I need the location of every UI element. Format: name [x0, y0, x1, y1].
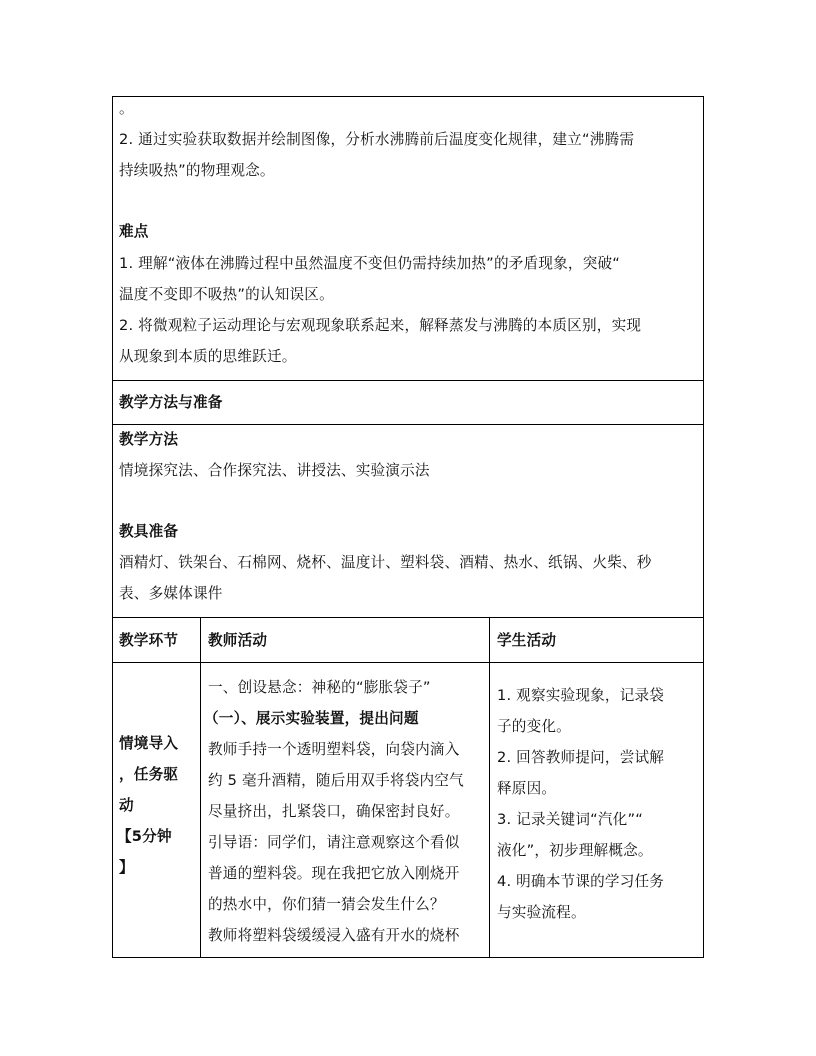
student-activity-line: 与实验流程。	[497, 904, 586, 921]
difficulty-heading: 难点	[119, 223, 149, 240]
student-activity-line: 2. 回答教师提问，尝试解	[497, 749, 665, 766]
header-student-activity: 学生活动	[497, 632, 557, 649]
teacher-activity-line: 普通的塑料袋。现在我把它放入刚烧开	[208, 865, 460, 882]
text-line: 持续吸热”的物理观念。	[119, 162, 275, 179]
teacher-activity-subheading: （一）、展示实验装置，提出问题	[204, 710, 419, 727]
student-activity-line: 3. 记录关键词“汽化”“	[497, 811, 644, 828]
text-line: 2. 通过实验获取数据并绘制图像，分析水沸腾前后温度变化规律，建立“沸腾需	[119, 131, 635, 148]
row-divider-2	[112, 424, 704, 425]
student-activity-line: 液化”，初步理解概念。	[497, 842, 653, 859]
row-divider-1	[112, 380, 704, 381]
text-line: 。	[119, 100, 134, 117]
student-activity-line: 子的变化。	[497, 718, 571, 735]
stage-duration: 】	[119, 859, 134, 876]
header-stage: 教学环节	[119, 632, 179, 649]
stage-text: 动	[119, 797, 134, 814]
methods-heading: 教学方法	[119, 431, 179, 448]
student-activity-line: 4. 明确本节课的学习任务	[497, 873, 665, 890]
text-line: 温度不变即不吸热”的认知误区。	[119, 286, 334, 303]
teacher-activity-line: 教师手持一个透明塑料袋，向袋内滴入	[208, 741, 460, 758]
student-activity-line: 释原因。	[497, 780, 557, 797]
teacher-activity-line: 约 5 毫升酒精，随后用双手将袋内空气	[208, 772, 464, 789]
stage-duration: 【5分钟	[117, 828, 172, 845]
teacher-activity-line: 尽量挤出，扎紧袋口，确保密封良好。	[208, 803, 460, 820]
header-teacher-activity: 教师活动	[208, 632, 268, 649]
teacher-activity-line: 一、创设悬念：神秘的“膨胀袋子”	[208, 679, 431, 696]
table-border-top	[112, 96, 704, 97]
equipment-text: 酒精灯、铁架台、石棉网、烧杯、温度计、塑料袋、酒精、热水、纸锅、火柴、秒	[119, 554, 652, 571]
equipment-text: 表、多媒体课件	[119, 585, 223, 602]
stage-text: 情境导入	[119, 735, 179, 752]
methods-text: 情境探究法、合作探究法、讲授法、实验演示法	[119, 462, 430, 479]
student-activity-line: 1. 观察实验现象，记录袋	[497, 687, 665, 704]
teacher-activity-line: 引导语：同学们，请注意观察这个看似	[208, 834, 460, 851]
section-title: 教学方法与准备	[119, 394, 223, 411]
stage-text: ，任务驱	[119, 766, 179, 783]
text-line: 2. 将微观粒子运动理论与宏观现象联系起来，解释蒸发与沸腾的本质区别，实现	[119, 317, 642, 334]
teacher-activity-line: 的热水中，你们猜一猜会发生什么？	[208, 896, 445, 913]
table-border-left	[112, 96, 113, 958]
column-divider-2	[489, 617, 490, 958]
table-border-right	[703, 96, 704, 958]
teacher-activity-line: 教师将塑料袋缓缓浸入盛有开水的烧杯	[208, 927, 460, 944]
column-divider-1	[200, 617, 201, 958]
text-line: 1. 理解“液体在沸腾过程中虽然温度不变但仍需持续加热”的矛盾现象，突破“	[119, 255, 621, 272]
text-line: 从现象到本质的思维跃迁。	[119, 348, 297, 365]
equipment-heading: 教具准备	[119, 523, 179, 540]
